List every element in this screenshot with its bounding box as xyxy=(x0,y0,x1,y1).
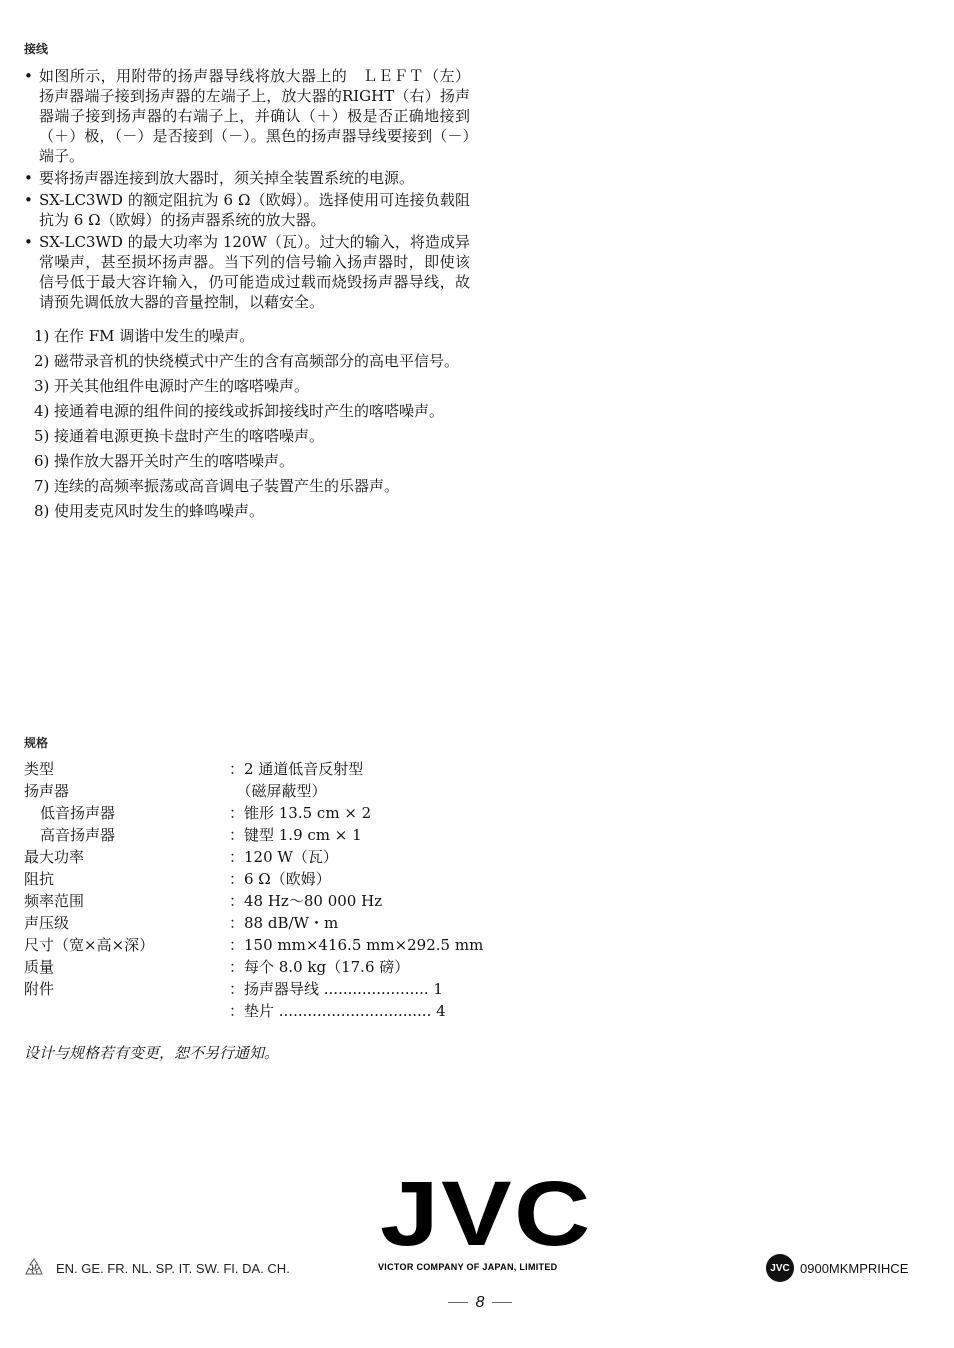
spec-value: ：120 W（瓦） xyxy=(229,848,338,866)
item-number: 5) xyxy=(34,427,50,445)
item-text: 使用麦克风时发生的蜂鸣噪声。 xyxy=(54,502,265,520)
jvc-logo xyxy=(378,1163,593,1272)
item-text: 在作 FM 调谐中发生的噪声。 xyxy=(54,327,255,345)
list-item xyxy=(24,326,470,346)
item-number: 4) xyxy=(34,402,50,420)
spec-row xyxy=(24,868,484,890)
spec-label: 声压级 xyxy=(24,914,70,932)
spec-value: ：88 dB/W・m xyxy=(229,914,339,932)
spec-table xyxy=(24,758,484,1022)
page-number-value: 8 xyxy=(475,1294,485,1311)
spec-label: 扬声器 xyxy=(24,782,70,800)
bullet-dot: • xyxy=(24,191,33,209)
spec-row xyxy=(24,956,484,978)
bullet-text: SX-LC3WD 的最大功率为 120W（瓦）。过大的输入，将造成异常噪声，甚至损坏扬声器。当下列的信号输入扬声器时，即使该信号低于最大容许输入，仍可能造成过载而烧毁扬声器导线，故请预先调低放大器的音量控制，以藉安全。 xyxy=(39,233,470,311)
spec-row xyxy=(24,758,484,780)
bullet-item xyxy=(24,190,470,230)
item-number: 3) xyxy=(34,377,50,395)
spec-row xyxy=(24,802,484,824)
spec-value: ：扬声器导线 ...................... 1 xyxy=(229,980,443,998)
spec-row xyxy=(24,780,484,802)
spec-row xyxy=(24,1000,484,1022)
spec-label: 质量 xyxy=(24,958,55,976)
change-notice: 设计与规格若有变更，恕不另行通知。 xyxy=(24,1044,280,1062)
item-number: 6) xyxy=(34,452,50,470)
list-item xyxy=(24,426,470,446)
item-text: 磁带录音机的快绕模式中产生的含有高频部分的高电平信号。 xyxy=(54,352,460,370)
item-number: 1) xyxy=(34,327,50,345)
company-name: VICTOR COMPANY OF JAPAN, LIMITED xyxy=(378,1262,558,1272)
spec-label: 尺寸（宽×高×深） xyxy=(24,936,155,954)
bullet-item xyxy=(24,232,470,312)
item-text: 连续的高频率振荡或高音调电子装置产生的乐器声。 xyxy=(54,477,400,495)
list-item xyxy=(24,451,470,471)
spec-row xyxy=(24,978,484,1000)
spec-label: 阻抗 xyxy=(24,870,55,888)
bullet-dot: • xyxy=(24,169,33,187)
spec-value: （磁屏蔽型） xyxy=(229,782,327,800)
spec-label: 类型 xyxy=(24,760,55,778)
item-number: 2) xyxy=(34,352,50,370)
spec-label: 频率范围 xyxy=(24,892,85,910)
bullet-item xyxy=(24,168,470,188)
bullet-text: SX-LC3WD 的额定阻抗为 6 Ω（欧姆）。选择使用可连接负载阻抗为 6 Ω（欧姆）的扬声器系统的放大器。 xyxy=(39,191,470,229)
spec-value: ：锥形 13.5 cm × 2 xyxy=(229,804,372,822)
spec-label xyxy=(24,1000,229,1022)
bullet-item xyxy=(24,66,470,166)
bullet-dot: • xyxy=(24,67,33,85)
spec-value: ：垫片 ................................ 4 xyxy=(229,1002,446,1020)
list-item xyxy=(24,376,470,396)
spec-label: 附件 xyxy=(24,980,55,998)
spec-row xyxy=(24,846,484,868)
spec-value: ：2 通道低音反射型 xyxy=(229,760,364,778)
spec-label: 高音扬声器 xyxy=(40,826,116,844)
logo-wordmark: JVC xyxy=(380,1163,593,1265)
spec-value: ：150 mm×416.5 mm×292.5 mm xyxy=(229,936,484,954)
spec-row xyxy=(24,934,484,956)
page-number xyxy=(430,1294,530,1312)
recycle-icon xyxy=(22,1256,46,1280)
item-text: 开关其他组件电源时产生的喀嗒噪声。 xyxy=(54,377,310,395)
item-text: 操作放大器开关时产生的喀嗒噪声。 xyxy=(54,452,295,470)
wiring-heading: 接线 xyxy=(24,42,49,56)
bullet-text: 要将扬声器连接到放大器时，须关掉全装置系统的电源。 xyxy=(39,169,415,187)
item-text: 接通着电源的组件间的接线或拆卸接线时产生的喀嗒噪声。 xyxy=(54,402,445,420)
spec-label: 最大功率 xyxy=(24,848,85,866)
spec-row xyxy=(24,824,484,846)
bullet-text: 如图所示，用附带的扬声器导线将放大器上的 ＬＥＦＴ（左）扬声器端子接到扬声器的左端子上，放大器的RIGHT（右）扬声器端子接到扬声器的右端子上，并确认（＋）极是否正确地接到（＋）极，（－）是否接到（－）。黑色的扬声器导线要接到（－）端子。 xyxy=(39,67,470,165)
spec-label: 低音扬声器 xyxy=(40,804,116,822)
list-item xyxy=(24,351,470,371)
list-item xyxy=(24,501,470,521)
bullet-dot: • xyxy=(24,233,33,251)
spec-value: ：6 Ω（欧姆） xyxy=(229,870,331,888)
list-item xyxy=(24,476,470,496)
jvc-badge-icon: JVC xyxy=(766,1254,794,1282)
spec-row xyxy=(24,912,484,934)
spec-value: ：48 Hz～80 000 Hz xyxy=(229,892,383,910)
catalog-code: 0900MKMPRIHCE xyxy=(800,1260,909,1276)
language-list: EN. GE. FR. NL. SP. IT. SW. FI. DA. CH. xyxy=(56,1260,290,1276)
spec-value: ：每个 8.0 kg（17.6 磅） xyxy=(229,958,410,976)
specs-heading: 规格 xyxy=(24,736,49,750)
list-item xyxy=(24,401,470,421)
spec-row xyxy=(24,890,484,912)
item-number: 7) xyxy=(34,477,50,495)
language-codes xyxy=(22,1256,290,1280)
page-dash-left xyxy=(448,1302,468,1303)
wiring-section xyxy=(24,66,470,526)
noise-list xyxy=(24,326,470,521)
item-number: 8) xyxy=(34,502,50,520)
print-code xyxy=(766,1254,908,1282)
spec-value: ：键型 1.9 cm × 1 xyxy=(229,826,362,844)
page-dash-right xyxy=(492,1302,512,1303)
item-text: 接通着电源更换卡盘时产生的喀嗒噪声。 xyxy=(54,427,325,445)
